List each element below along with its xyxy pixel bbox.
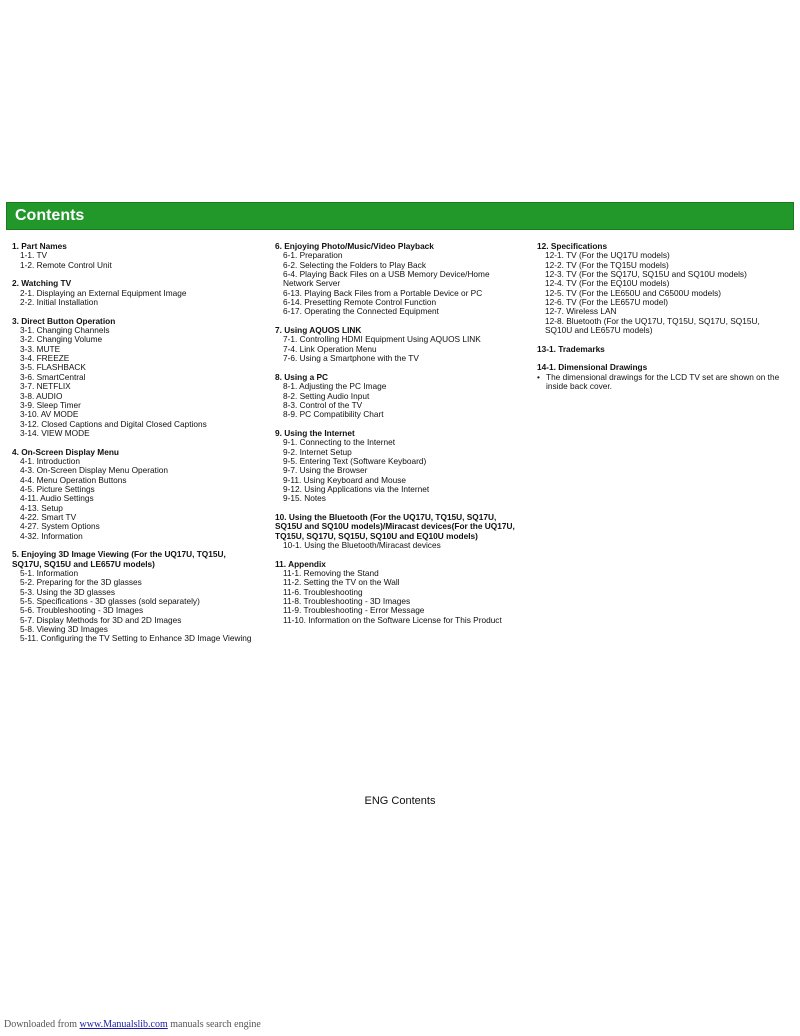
toc-item[interactable]: 4-5. Picture Settings [20,483,95,494]
toc-item[interactable]: 12-6. TV (For the LE657U model) [545,297,668,308]
toc-note [537,373,782,392]
toc-item[interactable]: 5-2. Preparing for the 3D glasses [20,577,142,588]
toc-section [12,317,257,438]
toc-item[interactable]: 9-1. Connecting to the Internet [283,437,396,448]
toc-item[interactable]: 3-4. FREEZE [20,353,70,364]
toc-item[interactable]: 9-7. Using the Browser [283,465,368,476]
toc-item[interactable]: 2-1. Displaying an External Equipment Image [20,287,187,298]
toc-item[interactable]: 5-7. Display Methods for 3D and 2D Images [20,614,182,625]
toc-item[interactable]: 4-1. Introduction [20,455,80,466]
toc-item[interactable]: 12-5. TV (For the LE650U and C6500U models) [545,287,722,298]
contents-banner [6,202,794,230]
toc-section-heading[interactable]: 6. Enjoying Photo/Music/Video Playback [275,241,434,251]
toc-item[interactable]: 8-9. PC Compatibility Chart [283,409,384,420]
toc-item[interactable]: 6-2. Selecting the Folders to Play Back [283,259,426,270]
toc-section-heading[interactable]: 2. Watching TV [12,278,72,289]
toc-item[interactable]: 9-12. Using Applications via the Internet [283,483,430,494]
toc-item[interactable]: 4-27. System Options [20,521,100,532]
toc-section [12,448,257,541]
toc-section [537,363,782,391]
manualslib-link[interactable]: www.Manualslib.com [79,1019,168,1030]
toc-item[interactable]: 5-5. Specifications - 3D glasses (sold separately) [20,596,200,607]
toc-item[interactable]: 5-6. Troubleshooting - 3D Images [20,605,144,616]
toc-item[interactable]: 5-1. Information [20,568,79,579]
toc-item[interactable]: 8-3. Control of the TV [283,399,363,410]
download-attribution [4,1019,261,1031]
toc-section-heading[interactable]: 8. Using a PC [275,371,329,382]
toc-section-heading[interactable]: 11. Appendix [275,558,326,569]
toc-column-3 [537,242,782,401]
toc-item[interactable]: 3-12. Closed Captions and Digital Closed Captions [20,418,207,429]
toc-item[interactable]: 9-5. Entering Text (Software Keyboard) [283,455,427,466]
toc-section [275,373,520,420]
toc-item[interactable]: 9-2. Internet Setup [283,446,352,457]
toc-item[interactable]: 4-32. Information [20,530,83,541]
toc-item[interactable]: 6-14. Presetting Remote Control Function [283,297,437,308]
toc-section [12,279,257,307]
toc-item[interactable]: 1-1. TV [20,250,48,261]
toc-note-text: The dimensional drawings for the LCD TV set are shown on the inside back cover. [546,371,780,392]
toc-item[interactable]: 3-3. MUTE [20,343,61,354]
toc-item[interactable]: 12-3. TV (For the SQ17U, SQ15U and SQ10U models) [545,269,747,280]
toc-section-heading[interactable]: 10. Using the Bluetooth (For the UQ17U, TQ15U, SQ17U, SQ15U and SQ10U models)/Miracast devices(For the UQ17U, TQ15U, SQ17U, SQ15U, SQ10U and EQ10U models) [275,511,515,541]
toc-item[interactable]: 4-13. Setup [20,502,63,513]
toc-item[interactable]: 1-2. Remote Control Unit [20,259,112,270]
toc-section [275,560,520,625]
toc-item[interactable]: 3-9. Sleep Timer [20,399,81,410]
bullet-icon: • [537,371,540,382]
toc-section [275,429,520,504]
toc-item[interactable]: 5-11. Configuring the TV Setting to Enhance 3D Image Viewing [20,633,252,644]
toc-item[interactable]: 11-9. Troubleshooting - Error Message [283,605,425,616]
toc-item[interactable]: 3-2. Changing Volume [20,334,103,345]
toc-section-heading[interactable]: 9. Using the Internet [275,427,355,438]
toc-item[interactable]: 4-4. Menu Operation Buttons [20,474,127,485]
toc-item[interactable]: 3-5. FLASHBACK [20,362,86,373]
page-footer-label: ENG Contents [364,795,436,807]
toc-section [275,242,520,317]
download-prefix: Downloaded from [4,1019,80,1030]
toc-item[interactable]: 12-4. TV (For the EQ10U models) [545,278,670,289]
toc-item[interactable]: 3-7. NETFLIX [20,381,71,392]
page-title: Contents [15,207,85,224]
toc-item[interactable]: 7-4. Link Operation Menu [283,343,377,354]
toc-column-2 [275,242,520,634]
download-suffix: manuals search engine [167,1019,261,1030]
toc-item[interactable]: 11-2. Setting the TV on the Wall [283,577,400,588]
toc-item[interactable]: 3-10. AV MODE [20,409,79,420]
toc-item[interactable]: 3-1. Changing Channels [20,325,110,336]
toc-item[interactable]: 6-13. Playing Back Files from a Portable Device or PC [283,287,483,298]
toc-item[interactable]: 10-1. Using the Bluetooth/Miracast devices [283,540,441,550]
toc-section-heading[interactable]: 13-1. Trademarks [537,343,605,354]
toc-item[interactable]: 4-11. Audio Settings [20,493,94,504]
toc-section-heading[interactable]: 3. Direct Button Operation [12,315,116,326]
toc-item[interactable]: 12-7. Wireless LAN [545,306,617,317]
toc-item[interactable]: 3-8. AUDIO [20,390,63,401]
toc-item[interactable]: 8-1. Adjusting the PC Image [283,381,387,392]
toc-section-heading[interactable]: 1. Part Names [12,241,67,251]
toc-section-heading[interactable]: 12. Specifications [537,241,608,251]
toc-section [537,345,782,354]
toc-item[interactable]: 5-3. Using the 3D glasses [20,586,116,597]
toc-item[interactable]: 12-1. TV (For the UQ17U models) [545,250,670,261]
toc-item[interactable]: 11-1. Removing the Stand [283,568,379,579]
toc-item[interactable]: 2-2. Initial Installation [20,297,98,308]
toc-section [537,242,782,335]
toc-item[interactable]: 7-1. Controlling HDMI Equipment Using AQUOS LINK [283,334,481,345]
toc-item[interactable]: 11-8. Troubleshooting - 3D Images [283,596,411,607]
toc-item[interactable]: 3-6. SmartCentral [20,371,86,382]
toc-section [275,326,520,363]
toc-item[interactable]: 5-8. Viewing 3D Images [20,624,108,635]
toc-item[interactable]: 12-2. TV (For the TQ15U models) [545,259,669,270]
toc-section-heading[interactable]: 7. Using AQUOS LINK [275,325,362,336]
toc-column-1 [12,242,257,653]
toc-section-heading[interactable]: 5. Enjoying 3D Image Viewing (For the UQ17U, TQ15U, SQ17U, SQ15U and LE657U models) [12,549,226,569]
toc-item[interactable]: 6-17. Operating the Connected Equipment [283,306,439,317]
toc-item[interactable]: 6-1. Preparation [283,250,343,261]
toc-item[interactable]: 12-8. Bluetooth (For the UQ17U, TQ15U, SQ17U, SQ15U, SQ10U and LE657U models) [545,315,760,336]
toc-item[interactable]: 11-10. Information on the Software License for This Product [283,614,502,625]
toc-item[interactable]: 11-6. Troubleshooting [283,586,363,597]
toc-section-heading[interactable]: 4. On-Screen Display Menu [12,446,119,457]
toc-item[interactable]: 3-14. VIEW MODE [20,427,90,438]
toc-section [12,242,257,270]
toc-item[interactable]: 6-4. Playing Back Files on a USB Memory Device/Home Network Server [283,269,490,289]
toc-item[interactable]: 8-2. Setting Audio Input [283,390,370,401]
toc-section-heading[interactable]: 14-1. Dimensional Drawings [537,362,648,373]
toc-section [275,513,520,550]
toc-item[interactable]: 7-6. Using a Smartphone with the TV [283,353,419,364]
toc-item[interactable]: 4-3. On-Screen Display Menu Operation [20,465,169,476]
toc-item[interactable]: 4-22. Smart TV [20,511,77,522]
toc-section [12,550,257,643]
toc-item[interactable]: 9-11. Using Keyboard and Mouse [283,474,406,485]
toc-item[interactable]: 9-15. Notes [283,493,326,504]
